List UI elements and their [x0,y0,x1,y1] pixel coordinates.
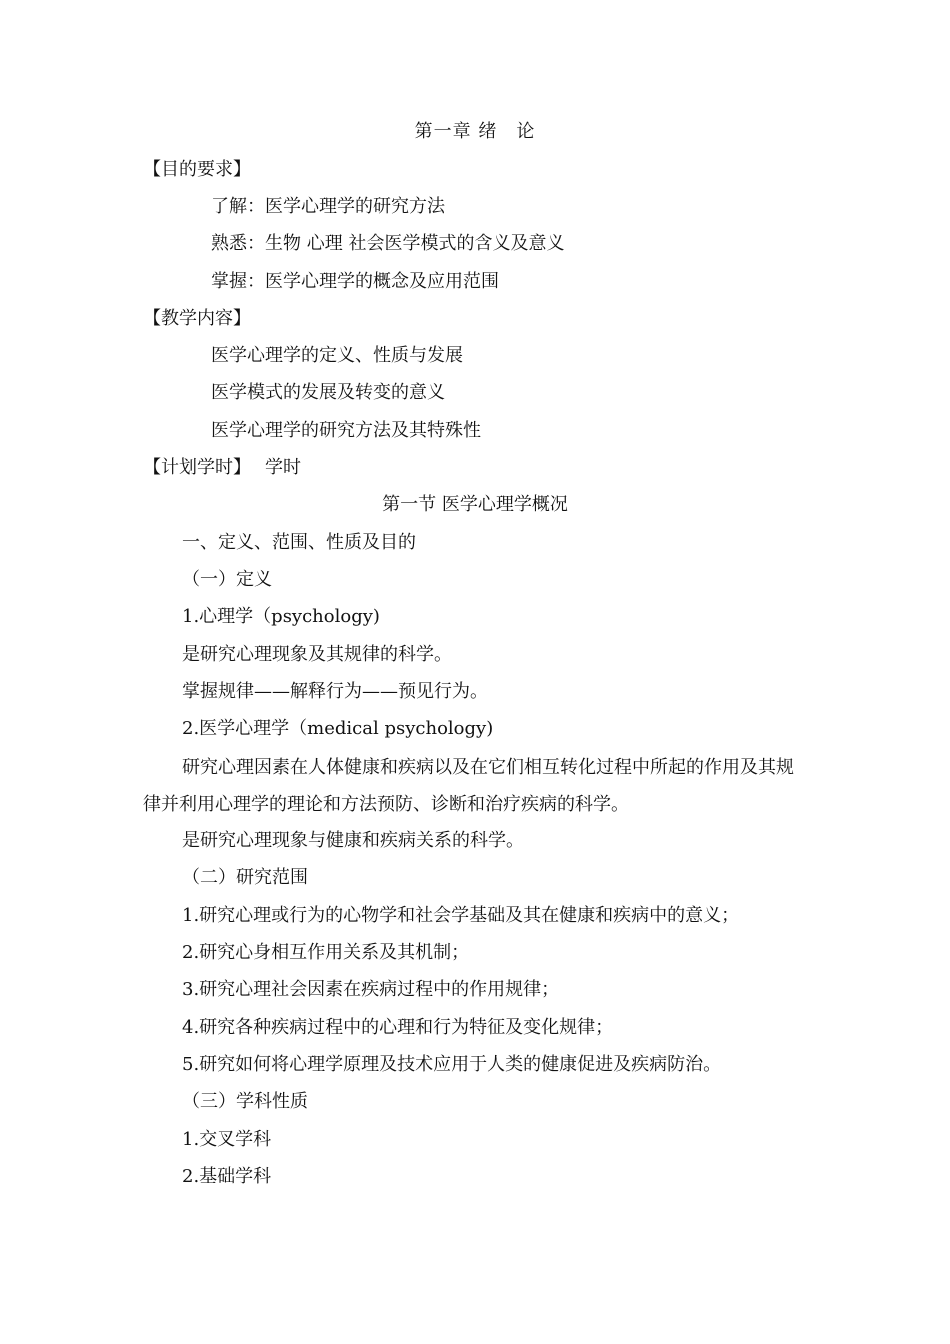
psychology-goal: 掌握规律——解释行为——预见行为。 [182,681,488,702]
nature-item: 1.交叉学科 [182,1129,272,1150]
section-title: 第一节 医学心理学概况 [382,494,568,515]
scope-item: 4.研究各种疾病过程中的心理和行为特征及变化规律； [182,1017,614,1038]
objectives-heading: 【目的要求】 [143,159,251,180]
nature-heading: （三）学科性质 [182,1091,308,1112]
scope-item: 3.研究心理社会因素在疾病过程中的作用规律； [182,979,560,1000]
definition-heading: （一）定义 [182,569,272,590]
hours-heading: 【计划学时】 [143,457,251,478]
objective-item: 了解：医学心理学的研究方法 [211,196,445,217]
scope-item: 5.研究如何将心理学原理及技术应用于人类的健康促进及疾病防治。 [182,1054,722,1075]
hours-line [143,457,823,479]
scope-item: 1.研究心理或行为的心物学和社会学基础及其在健康和疾病中的意义； [182,905,740,926]
part1-heading: 一、定义、范围、性质及目的 [182,532,416,553]
content-item: 医学模式的发展及转变的意义 [211,382,445,403]
scope-item: 2.研究心身相互作用关系及其机制； [182,942,470,963]
psychology-term: 1.心理学（psychology) [182,606,380,627]
psychology-definition: 是研究心理现象及其规律的科学。 [182,644,452,665]
medical-psychology-short-definition: 是研究心理现象与健康和疾病关系的科学。 [182,830,524,851]
content-item: 医学心理学的研究方法及其特殊性 [211,420,481,441]
content-heading: 【教学内容】 [143,308,251,329]
objective-item: 熟悉：生物 心理 社会医学模式的含义及意义 [211,233,565,254]
medical-psychology-term: 2.医学心理学（medical psychology) [182,718,494,739]
objective-item: 掌握：医学心理学的概念及应用范围 [211,271,499,292]
nature-item: 2.基础学科 [182,1166,272,1187]
chapter-title: 第一章 绪 论 [414,121,536,142]
medical-psychology-definition: 研究心理因素在人体健康和疾病以及在它们相互转化过程中所起的作用及其规律并利用心理学的理论和方法预防、诊断和治疗疾病的科学。 [143,757,794,815]
scope-heading: （二）研究范围 [182,867,308,888]
hours-value: 学时 [265,457,301,478]
content-item: 医学心理学的定义、性质与发展 [211,345,463,366]
